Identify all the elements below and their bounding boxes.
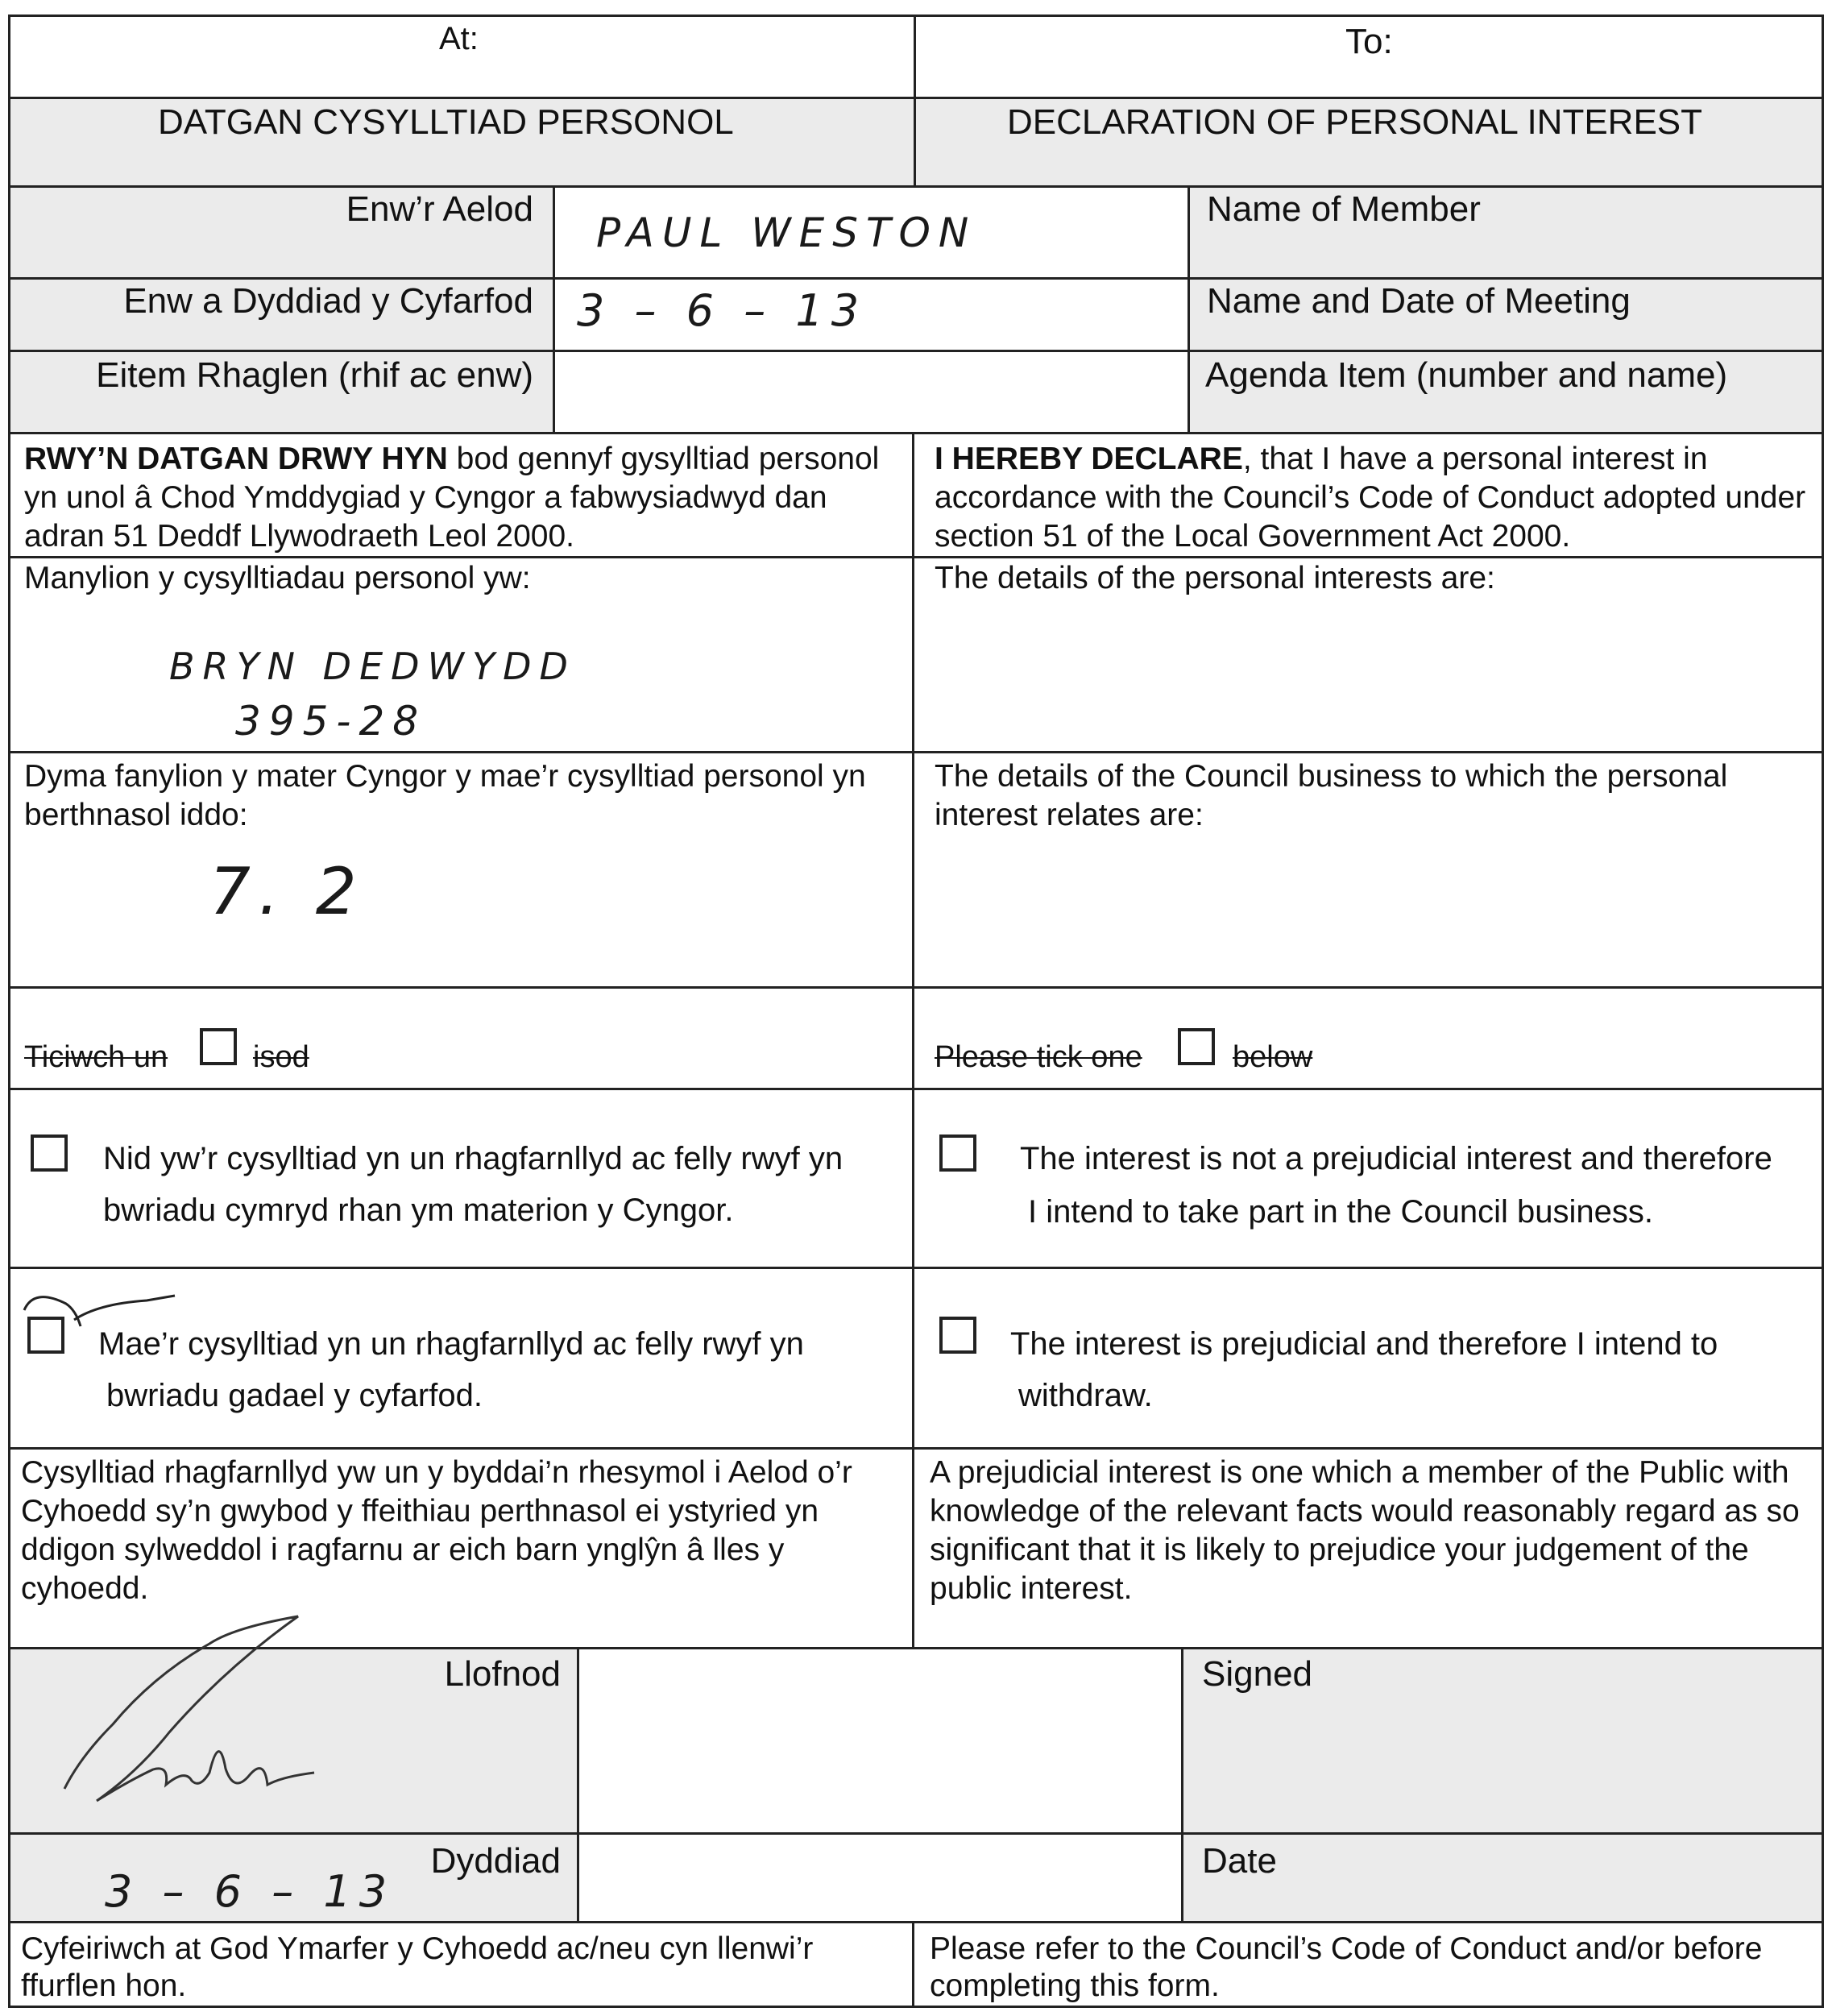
divider xyxy=(1181,1647,1183,1921)
footer-note-cy: Cyfeiriwch at God Ymarfer y Cyhoedd ac/neu cyn llenwi’r ffurflen hon. xyxy=(21,1931,814,2003)
member-value[interactable]: PAUL WESTON xyxy=(596,209,977,256)
signed-label-en: Signed xyxy=(1202,1654,1313,1694)
not-prejudicial-cy-line2: bwriadu cymryd rhan ym materion y Cyngor. xyxy=(103,1193,734,1228)
not-prejudicial-en-line1: The interest is not a prejudicial interest and therefore xyxy=(1020,1141,1772,1176)
agenda-label-en: Agenda Item (number and name) xyxy=(1205,355,1728,395)
not-prejudicial-cy-line1: Nid yw’r cysylltiad yn un rhagfarnllyd ac felly rwyf yn xyxy=(103,1141,843,1176)
business-details-cy: Dyma fanylion y mater Cyngor y mae’r cysylltiad personol yn berthnasol iddo: xyxy=(24,759,866,832)
divider xyxy=(577,1647,579,1921)
business-details-en: The details of the Council business to which the personal interest relates are: xyxy=(935,759,1728,832)
member-label-cy: Enw’r Aelod xyxy=(346,189,533,229)
member-label-en: Name of Member xyxy=(1207,189,1481,229)
footer-note-en: Please refer to the Council’s Code of Conduct and/or before completing this form. xyxy=(930,1931,1763,2003)
divider xyxy=(914,15,916,185)
prejudicial-definition-en: A prejudicial interest is one which a member of the Public with knowledge of the relevant facts would reasonably regard as so significant that it is likely to prejudice your judgement of the public interest. xyxy=(930,1455,1800,1606)
divider xyxy=(8,432,1824,434)
business-details-value[interactable]: 7. 2 xyxy=(209,854,365,929)
divider xyxy=(8,277,1824,280)
divider xyxy=(912,1921,914,2008)
not-prejudicial-checkbox-cy[interactable] xyxy=(31,1135,68,1172)
divider xyxy=(8,1088,1824,1090)
prejudicial-en-line2: withdraw. xyxy=(1018,1378,1153,1413)
divider xyxy=(8,986,1824,989)
agenda-label-cy: Eitem Rhaglen (rhif ac enw) xyxy=(96,355,533,395)
declare-english-bold: I HEREBY DECLARE xyxy=(935,442,1243,476)
divider xyxy=(8,1921,1824,1923)
divider xyxy=(8,751,1824,753)
tick-instruction-en-after: below xyxy=(1233,1040,1313,1074)
tick-instruction-en-before: Please tick one xyxy=(935,1040,1142,1074)
divider xyxy=(8,97,1824,99)
signature-mark xyxy=(48,1612,338,1821)
tick-instruction-en xyxy=(935,1038,1142,1076)
declare-welsh xyxy=(24,440,907,556)
signed-label-cy: Llofnod xyxy=(444,1654,561,1694)
prejudicial-en-line1: The interest is prejudicial and therefore I intend to xyxy=(1010,1326,1718,1362)
tick-example-box-en xyxy=(1178,1028,1215,1065)
prejudicial-cy-line1: Mae’r cysylltiad yn un rhagfarnllyd ac felly rwyf yn xyxy=(98,1326,804,1362)
personal-details-value-2[interactable]: 395-28 xyxy=(235,698,427,745)
date-value[interactable]: 3 – 6 – 13 xyxy=(105,1866,396,1917)
tick-instruction-cy xyxy=(24,1038,168,1076)
personal-details-value-1[interactable]: BRYN DEDWYDD xyxy=(169,645,576,688)
divider xyxy=(8,556,1824,558)
divider xyxy=(8,1447,1824,1450)
divider xyxy=(8,350,1824,352)
divider xyxy=(912,432,914,1647)
tick-example-box-cy xyxy=(200,1028,237,1065)
title-english: DECLARATION OF PERSONAL INTEREST xyxy=(1007,102,1703,142)
meeting-label-en: Name and Date of Meeting xyxy=(1207,281,1631,321)
personal-details-en: The details of the personal interests are: xyxy=(935,561,1495,595)
title-welsh: DATGAN CYSYLLTIAD PERSONOL xyxy=(158,102,734,142)
divider xyxy=(553,185,555,432)
declare-english-text: , that I have a personal interest in accordance with the Council’s Code of Conduct adopted under section 51 of the Local Government Act 2000. xyxy=(935,442,1806,554)
divider xyxy=(8,1267,1824,1269)
prejudicial-definition-cy: Cysylltiad rhagfarnllyd yw un y byddai’n rhesymol i Aelod o’r Cyhoedd sy’n gwybod y ffeithiau perthnasol ei ystyried yn ddigon sylweddol i ragfarnu ar eich barn ynglŷn â lles y cyhoedd. xyxy=(21,1455,852,1606)
declare-welsh-bold: RWY’N DATGAN DRWY HYN xyxy=(24,442,448,476)
not-prejudicial-checkbox-en[interactable] xyxy=(939,1135,976,1172)
meeting-value[interactable]: 3 – 6 – 13 xyxy=(577,285,868,336)
prejudicial-cy-line2: bwriadu gadael y cyfarfod. xyxy=(106,1378,483,1413)
divider xyxy=(8,1832,1824,1835)
to-label: To: xyxy=(1345,22,1393,61)
divider xyxy=(8,185,1824,188)
prejudicial-checkbox-en[interactable] xyxy=(939,1317,976,1354)
signature-field[interactable] xyxy=(612,1676,614,1715)
meeting-label-cy: Enw a Dyddiad y Cyfarfod xyxy=(123,281,533,321)
at-label: At: xyxy=(439,21,479,56)
tick-instruction-cy-after: isod xyxy=(253,1040,309,1074)
divider xyxy=(1187,185,1190,432)
declare-english xyxy=(935,440,1817,556)
not-prejudicial-en-line2: I intend to take part in the Council business. xyxy=(1028,1194,1654,1230)
date-label-en: Date xyxy=(1202,1841,1277,1881)
declare-welsh-text: bod gennyf gysylltiad personol yn unol â Chod Ymddygiad y Cyngor a fabwysiadwyd dan adran 51 Deddf Llywodraeth Leol 2000. xyxy=(24,442,880,554)
date-label-cy: Dyddiad xyxy=(430,1841,561,1881)
tick-instruction-cy-before: Ticiwch un xyxy=(24,1040,168,1074)
personal-details-cy: Manylion y cysylltiadau personol yw: xyxy=(24,561,531,595)
